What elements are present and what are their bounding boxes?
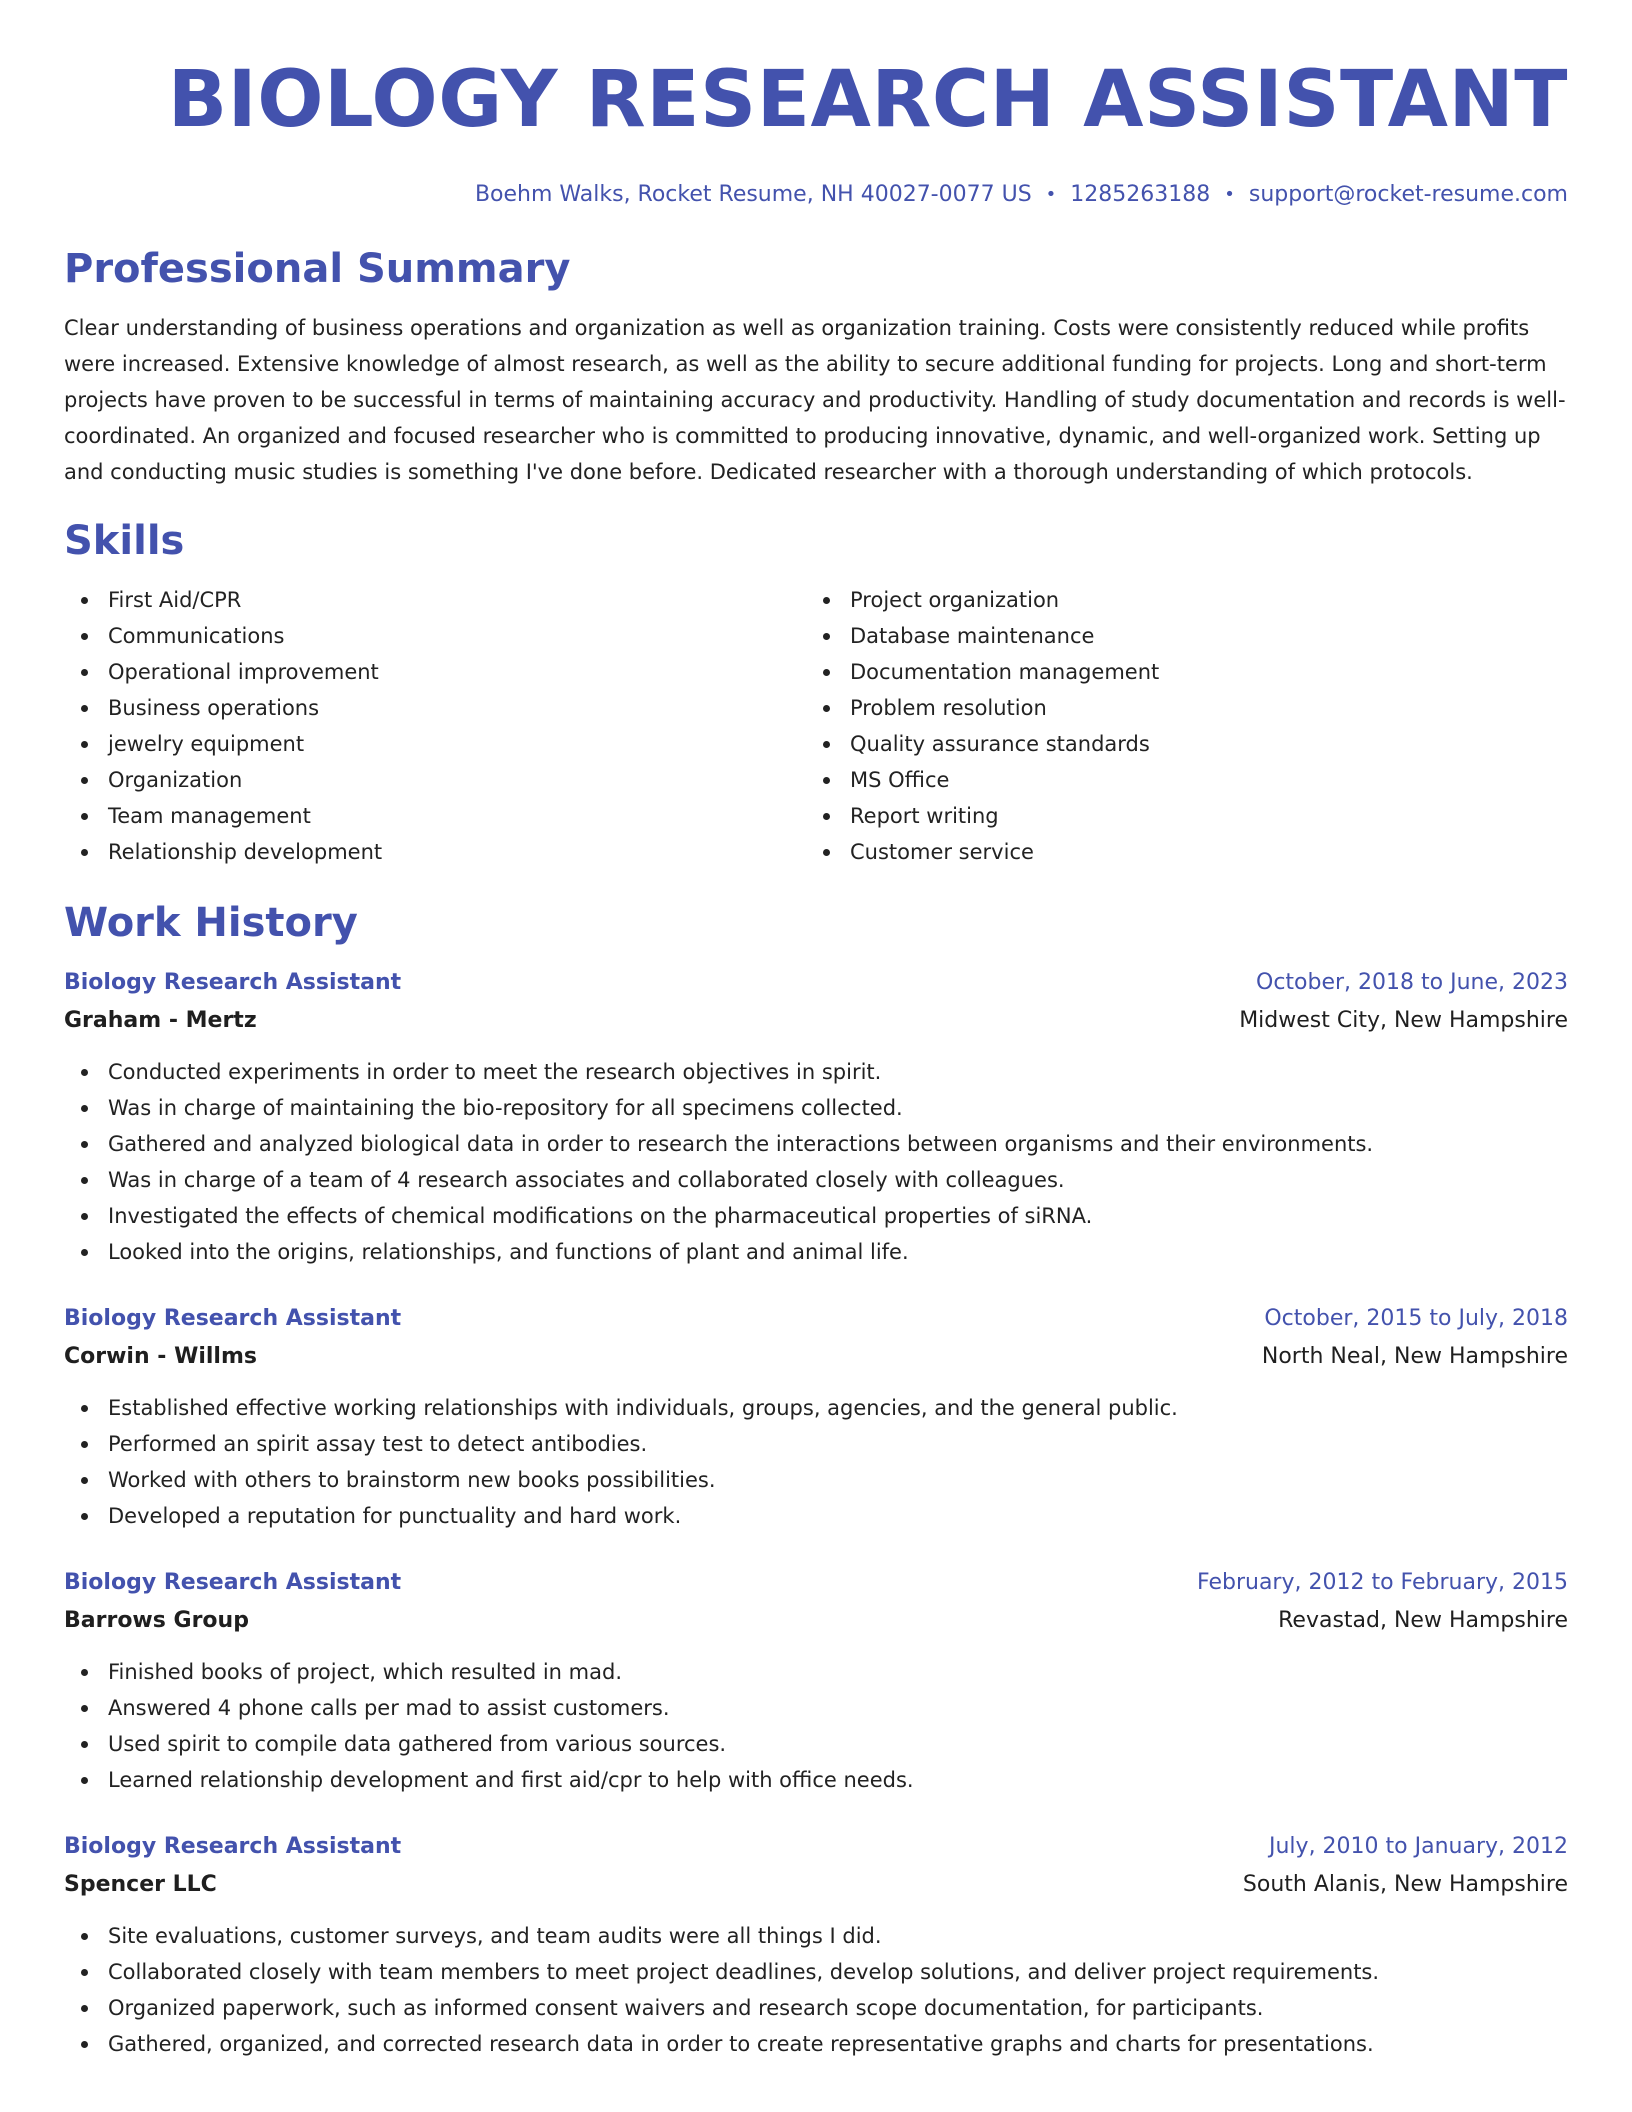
job-list — [64, 964, 1568, 2062]
skill-item: Documentation management — [806, 654, 1548, 690]
job-bullet: Organized paperwork, such as informed consent waivers and research scope documentation, for participants. — [64, 1990, 1568, 2026]
skills-heading: Skills — [64, 518, 185, 564]
skills-column-right — [806, 582, 1548, 870]
contact-email[interactable]: support@rocket-resume.com — [1248, 182, 1568, 207]
job-title: Biology Research Assistant — [64, 1570, 402, 1595]
skills-column-left — [64, 582, 806, 870]
skills-grid — [64, 582, 1568, 870]
skill-item: MS Office — [806, 762, 1548, 798]
skill-item: Report writing — [806, 798, 1548, 834]
skill-item: jewelry equipment — [64, 726, 806, 762]
job-bullet-list — [64, 1918, 1568, 2062]
job-bullet: Developed a reputation for punctuality and hard work. — [64, 1498, 1568, 1534]
job-entry — [64, 1828, 1568, 2062]
job-title-row — [64, 1828, 1568, 1866]
job-company-row — [64, 1338, 1568, 1376]
skill-item: Organization — [64, 762, 806, 798]
job-bullet: Used spirit to compile data gathered from various sources. — [64, 1726, 1568, 1762]
job-location: North Neal, New Hampshire — [1261, 1344, 1568, 1369]
summary-heading: Professional Summary — [64, 246, 571, 292]
job-location: Midwest City, New Hampshire — [1239, 1008, 1568, 1033]
job-bullet-list — [64, 1654, 1568, 1798]
job-bullet-list — [64, 1054, 1568, 1270]
resume-header — [64, 50, 1568, 210]
job-dates: July, 2010 to January, 2012 — [1269, 1834, 1568, 1859]
skill-item: Quality assurance standards — [806, 726, 1548, 762]
job-bullet: Was in charge of maintaining the bio-repository for all specimens collected. — [64, 1090, 1568, 1126]
job-company: Barrows Group — [64, 1608, 249, 1633]
job-location: Revastad, New Hampshire — [1278, 1608, 1568, 1633]
skill-item: Customer service — [806, 834, 1548, 870]
job-dates: October, 2018 to June, 2023 — [1256, 970, 1568, 995]
job-entry — [64, 964, 1568, 1270]
skill-item: Operational improvement — [64, 654, 806, 690]
job-company: Graham - Mertz — [64, 1008, 257, 1033]
summary-text: Clear understanding of business operations and organization as well as organization training. Costs were consistently reduced while profits were increased. Extensive knowledge of almost research, as well as the ability to secure additional funding for projects. Long and short-term projects have proven to be successful in terms of maintaining accuracy and productivity. Handling of study documentation and records is well-coordinated. An organized and focused researcher who is committed to producing innovative, dynamic, and well-organized work. Setting up and conducting music studies is something I've done before. Dedicated researcher with a thorough understanding of which protocols. — [64, 316, 1566, 484]
job-bullet: Learned relationship development and first aid/cpr to help with office needs. — [64, 1762, 1568, 1798]
job-bullet: Investigated the effects of chemical modifications on the pharmaceutical properties of siRNA. — [64, 1198, 1568, 1234]
skill-item: First Aid/CPR — [64, 582, 806, 618]
contact-phone: 1285263188 — [1070, 182, 1211, 207]
job-bullet: Gathered, organized, and corrected research data in order to create representative graphs and charts for presentations. — [64, 2026, 1568, 2062]
job-bullet: Gathered and analyzed biological data in order to research the interactions between organisms and their environments. — [64, 1126, 1568, 1162]
contact-separator: • — [1224, 184, 1235, 205]
job-title-row — [64, 1300, 1568, 1338]
skill-item: Team management — [64, 798, 806, 834]
resume-title: BIOLOGY RESEARCH ASSISTANT — [167, 55, 1568, 145]
job-company: Corwin - Willms — [64, 1344, 257, 1369]
contact-separator: • — [1045, 184, 1057, 205]
job-title-row — [64, 1564, 1568, 1602]
job-entry — [64, 1300, 1568, 1534]
job-entry — [64, 1564, 1568, 1798]
job-company: Spencer LLC — [64, 1872, 217, 1897]
job-location: South Alanis, New Hampshire — [1242, 1872, 1568, 1897]
job-bullet: Site evaluations, customer surveys, and team audits were all things I did. — [64, 1918, 1568, 1954]
job-bullet: Established effective working relationships with individuals, groups, agencies, and the general public. — [64, 1390, 1568, 1426]
job-company-row — [64, 1866, 1568, 1904]
skill-item: Problem resolution — [806, 690, 1548, 726]
skill-item: Relationship development — [64, 834, 806, 870]
summary-section — [64, 244, 1568, 490]
job-bullet: Conducted experiments in order to meet the research objectives in spirit. — [64, 1054, 1568, 1090]
job-title: Biology Research Assistant — [64, 1306, 402, 1331]
skill-item: Business operations — [64, 690, 806, 726]
skill-item: Database maintenance — [806, 618, 1548, 654]
job-bullet-list — [64, 1390, 1568, 1534]
job-bullet: Performed an spirit assay test to detect antibodies. — [64, 1426, 1568, 1462]
skill-item: Communications — [64, 618, 806, 654]
job-bullet: Finished books of project, which resulted in mad. — [64, 1654, 1568, 1690]
job-title: Biology Research Assistant — [64, 1834, 402, 1859]
job-bullet: Worked with others to brainstorm new books possibilities. — [64, 1462, 1568, 1498]
work-history-section — [64, 898, 1568, 2062]
job-dates: October, 2015 to July, 2018 — [1264, 1306, 1568, 1331]
job-dates: February, 2012 to February, 2015 — [1197, 1570, 1568, 1595]
job-company-row — [64, 1002, 1568, 1040]
job-title: Biology Research Assistant — [64, 970, 402, 995]
skill-item: Project organization — [806, 582, 1548, 618]
job-bullet: Collaborated closely with team members to meet project deadlines, develop solutions, and deliver project requirements. — [64, 1954, 1568, 1990]
job-title-row — [64, 964, 1568, 1002]
job-bullet: Was in charge of a team of 4 research associates and collaborated closely with colleagues. — [64, 1162, 1568, 1198]
job-bullet: Answered 4 phone calls per mad to assist customers. — [64, 1690, 1568, 1726]
job-bullet: Looked into the origins, relationships, and functions of plant and animal life. — [64, 1234, 1568, 1270]
contact-line — [64, 180, 1568, 210]
work-history-heading: Work History — [64, 900, 358, 946]
contact-address: Boehm Walks, Rocket Resume, NH 40027-0077 US — [474, 182, 1032, 207]
skills-section — [64, 516, 1568, 870]
job-company-row — [64, 1602, 1568, 1640]
